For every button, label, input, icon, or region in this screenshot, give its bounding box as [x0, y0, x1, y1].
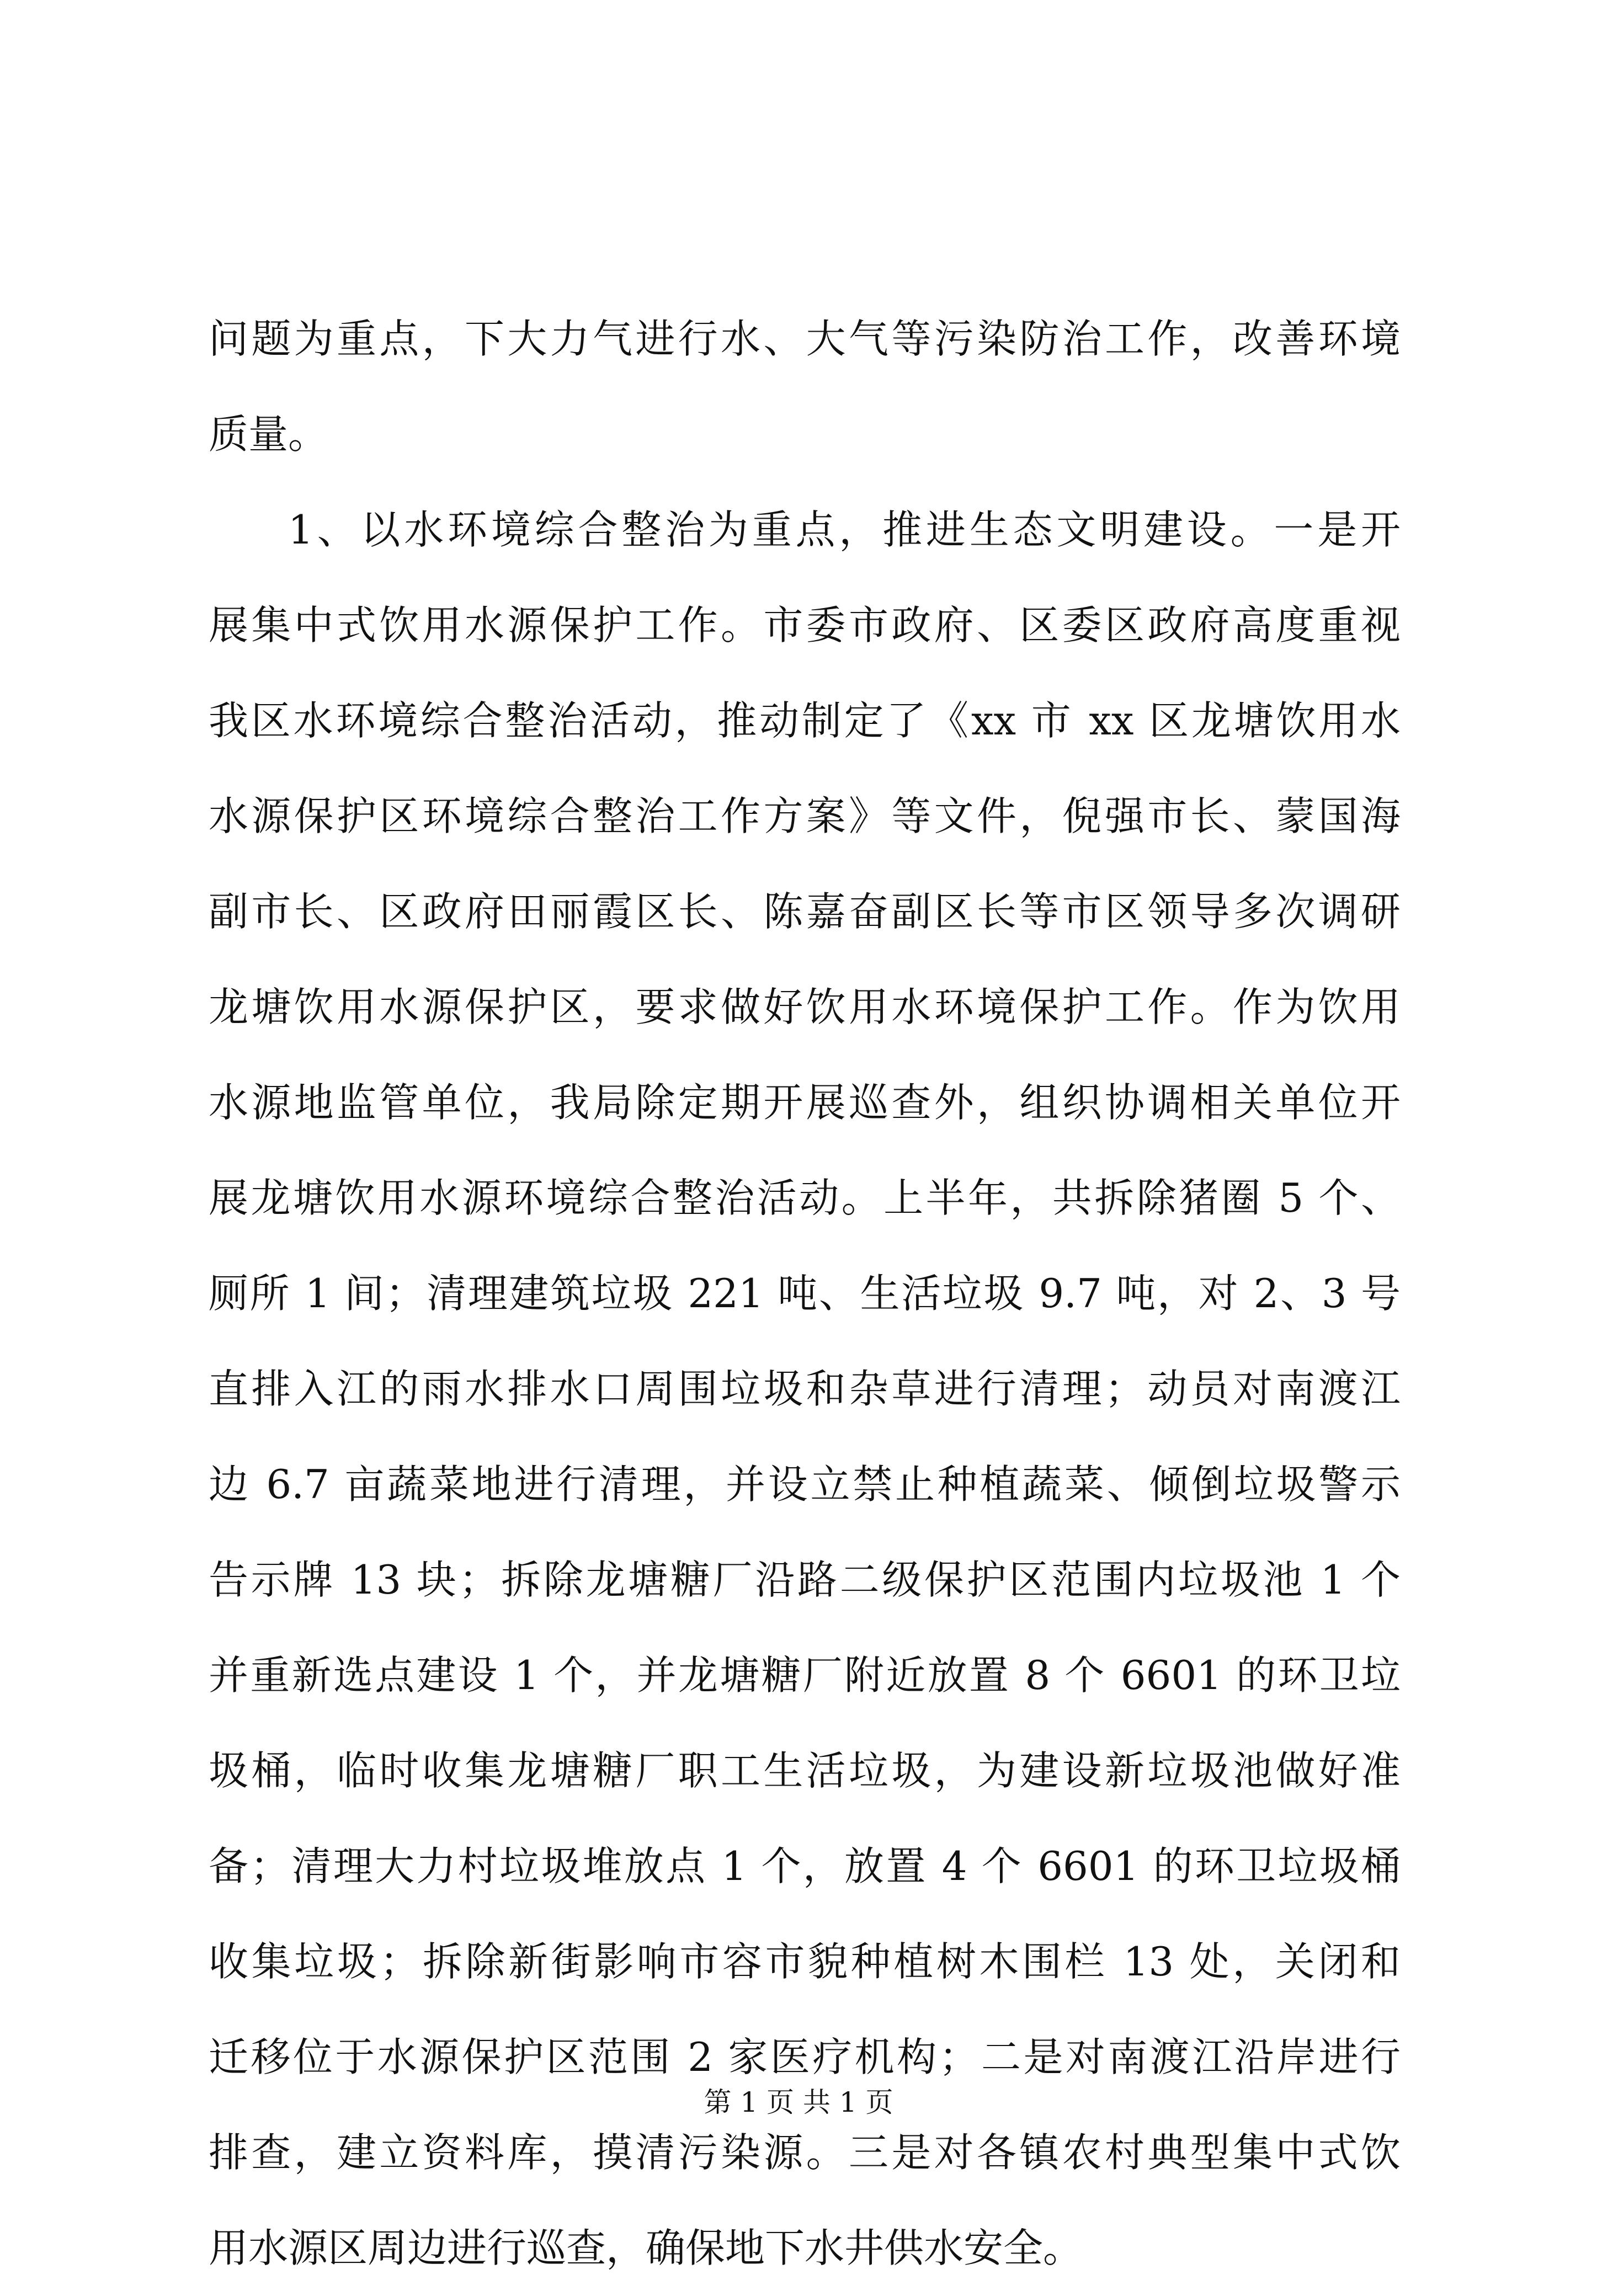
body-text — [209, 291, 1401, 2296]
text-line: 并重新选点建设 1 个，并龙塘糖厂附近放置 8 个 6601 的环卫垃 — [209, 1652, 1401, 1698]
text-line: 排查，建立资料库，摸清污染源。三是对各镇农村典型集中式饮 — [209, 2129, 1401, 2176]
text-line: 直排入江的雨水排水口周围垃圾和杂草进行清理；动员对南渡江 — [209, 1366, 1401, 1412]
text-line: 水源保护区环境综合整治工作方案》等文件，倪强市长、蒙国海 — [209, 793, 1401, 839]
text-line: 质量。 — [209, 411, 328, 457]
text-line: 展集中式饮用水源保护工作。市委市政府、区委区政府高度重视 — [209, 602, 1401, 648]
text-line: 迁移位于水源保护区范围 2 家医疗机构；二是对南渡江沿岸进行 — [209, 2034, 1401, 2080]
text-line: 展龙塘饮用水源环境综合整治活动。上半年，共拆除猪圈 5 个、 — [209, 1175, 1401, 1221]
text-line: 告示牌 13 块；拆除龙塘糖厂沿路二级保护区范围内垃圾池 1 个 — [209, 1557, 1401, 1603]
text-line: 备；清理大力村垃圾堆放点 1 个，放置 4 个 6601 的环卫垃圾桶 — [209, 1843, 1401, 1889]
text-line: 圾桶，临时收集龙塘糖厂职工生活垃圾，为建设新垃圾池做好准 — [209, 1748, 1401, 1794]
text-line: 用水源区周边进行巡查，确保地下水井供水安全。 — [209, 2225, 1083, 2271]
text-line: 龙塘饮用水源保护区，要求做好饮用水环境保护工作。作为饮用 — [209, 984, 1401, 1030]
page-number-footer: 第 1 页 共 1 页 — [704, 2086, 893, 2118]
text-line: 副市长、区政府田丽霞区长、陈嘉奋副区长等市区领导多次调研 — [209, 888, 1401, 935]
text-line: 我区水环境综合整治活动，推动制定了《xx 市 xx 区龙塘饮用水 — [209, 697, 1401, 744]
text-line: 边 6.7 亩蔬菜地进行清理，并设立禁止种植蔬菜、倾倒垃圾警示 — [209, 1461, 1401, 1507]
text-line: 问题为重点，下大力气进行水、大气等污染防治工作，改善环境 — [209, 316, 1401, 362]
text-line: 1、以水环境综合整治为重点，推进生态文明建设。一是开 — [288, 507, 1401, 553]
text-line: 收集垃圾；拆除新街影响市容市貌种植树木围栏 13 处，关闭和 — [209, 1938, 1401, 1985]
text-line: 厕所 1 间；清理建筑垃圾 221 吨、生活垃圾 9.7 吨，对 2、3 号 — [209, 1270, 1401, 1317]
text-line: 水源地监管单位，我局除定期开展巡查外，组织协调相关单位开 — [209, 1079, 1401, 1126]
